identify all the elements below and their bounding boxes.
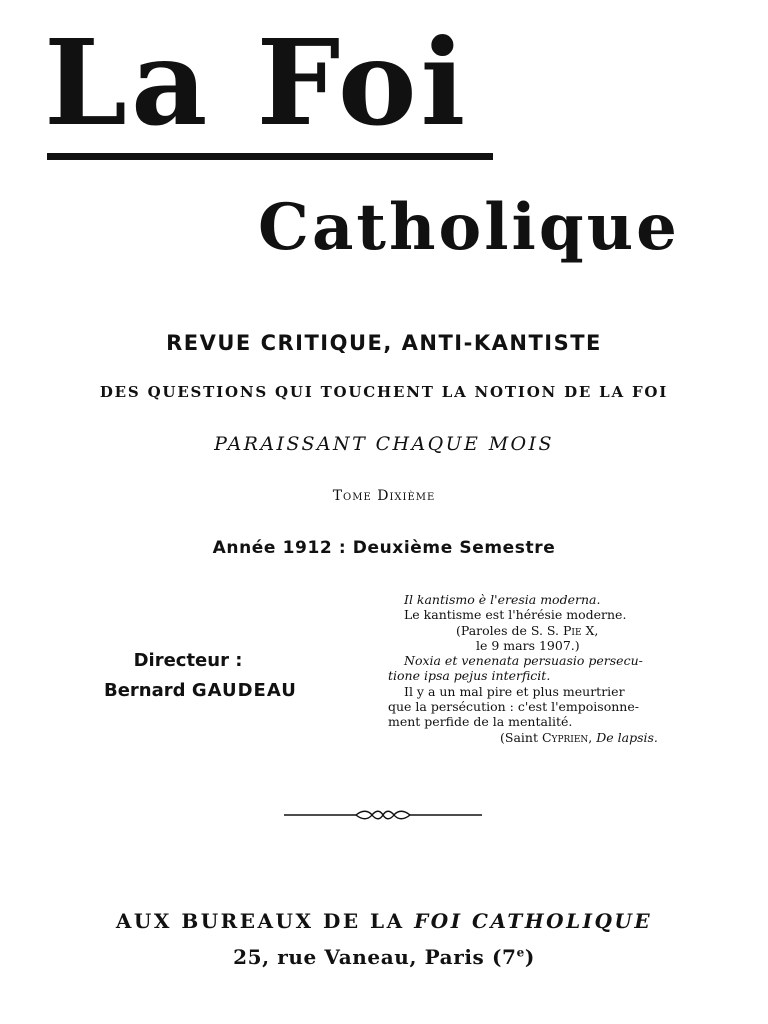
ornament-divider xyxy=(284,808,482,822)
publisher-name: FOI CATHOLIQUE xyxy=(414,909,653,933)
director-block xyxy=(104,646,344,706)
masthead-subtitle: Catholique xyxy=(258,190,680,265)
director-surname: GAUDEAU xyxy=(191,680,297,701)
quote-french2-line3: ment perfide de la mentalité. xyxy=(388,714,573,730)
review-description: REVUE CRITIQUE, ANTI-KANTISTE xyxy=(166,331,602,355)
quote-french2-line2: que la persécution : c'est l'empoisonne- xyxy=(388,699,639,715)
quote-french: Le kantisme est l'hérésie moderne. xyxy=(404,607,627,623)
year-semester: Année 1912 : Deuxième Semestre xyxy=(212,538,556,558)
quote-french2-line1: Il y a un mal pire et plus meurtrier xyxy=(404,683,625,699)
volume-number: Tome Dixième xyxy=(332,488,436,504)
masthead-title: La Foi xyxy=(44,13,470,152)
publisher-address: 25, rue Vaneau, Paris (7e) xyxy=(233,945,535,969)
quote-source-1-date: le 9 mars 1907.) xyxy=(476,637,580,653)
review-scope: DES QUESTIONS QUI TOUCHENT LA NOTION DE LA FOI xyxy=(99,383,669,401)
quote-source-1: (Paroles de S. S. Pie X, xyxy=(456,622,599,638)
quote-latin-line1: Noxia et venenata persuasio persecu- xyxy=(404,653,643,669)
periodicity: PARAISSANT CHAQUE MOIS xyxy=(214,433,554,455)
quote-source-2: (Saint Cyprien, De lapsis. xyxy=(500,729,658,745)
director-first-name: Bernard xyxy=(104,680,186,701)
publisher-prefix: AUX BUREAUX DE LA xyxy=(115,909,405,933)
title-underline xyxy=(47,153,493,160)
publisher-line xyxy=(0,909,768,933)
quote-italian: Il kantismo è l'eresia moderna. xyxy=(404,592,601,607)
epigraph xyxy=(388,592,738,745)
quote-latin-line2: tione ipsa pejus interficit. xyxy=(388,668,551,684)
director-label: Directeur : xyxy=(133,650,243,671)
director-name xyxy=(104,676,344,706)
